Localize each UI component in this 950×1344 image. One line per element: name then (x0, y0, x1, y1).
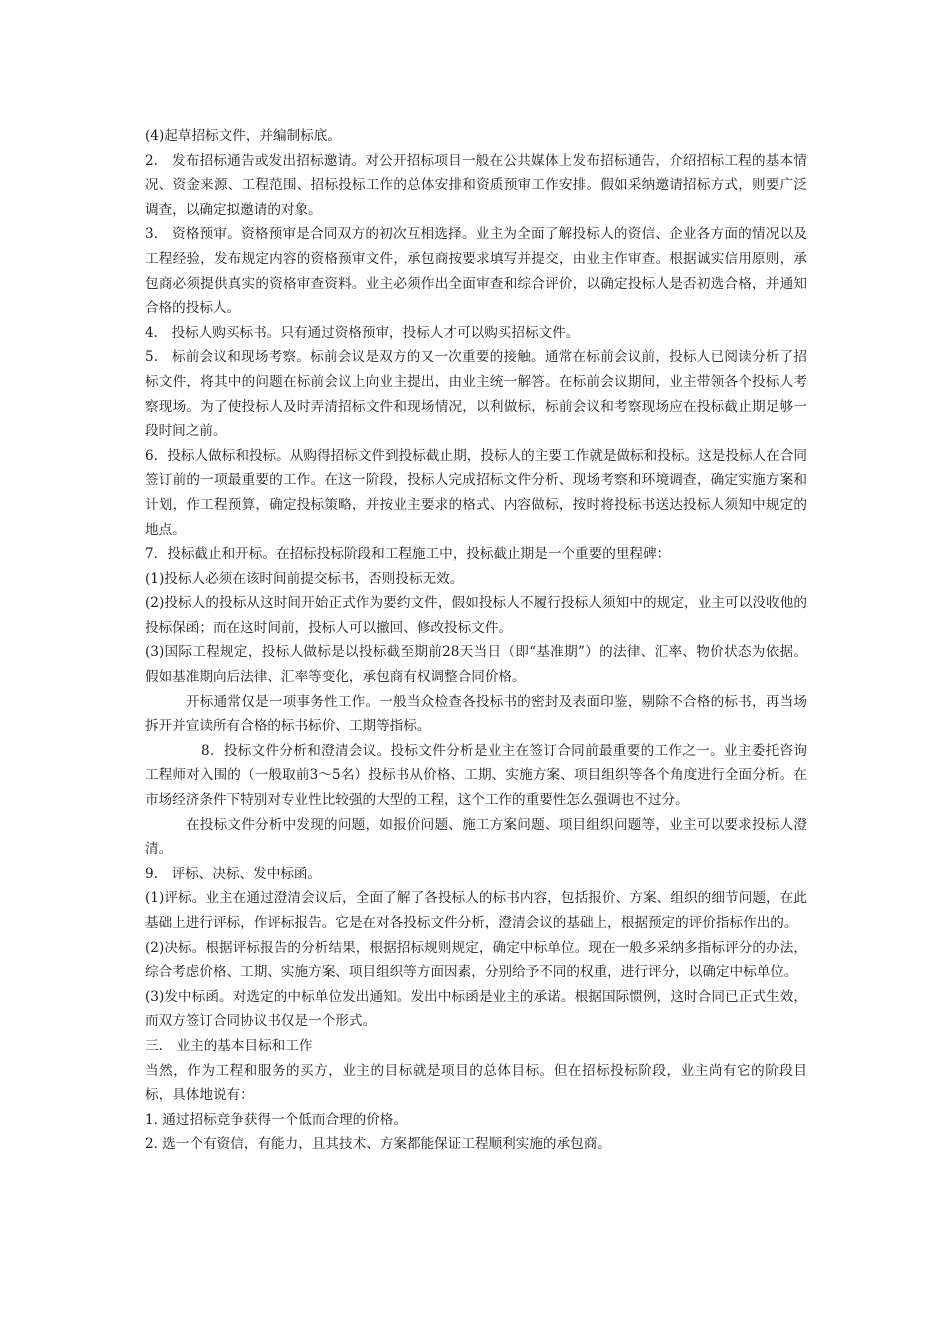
paragraph-draft-tender-docs: (4)起草招标文件，并编制标底。 (145, 128, 341, 144)
paragraph-step-9-item-3: (3)发中标函。对选定的中标单位发出通知。发出中标函是业主的承诺。根据国际惯例，这时合同已正式生效，而双方签订合同协议书仅是一个形式。 (145, 988, 807, 1030)
paragraph-goal-1: 1. 通过招标竞争获得一个低而合理的价格。 (145, 1111, 407, 1128)
paragraph-step-3-prequalification: 3. 资格预审。资格预审是合同双方的初次互相选择。业主为全面了解投标人的资信、企业各方面的情况以及工程经验，发布规定内容的资格预审文件，承包商按要求填写并提交，由业主作审查。根据诚实信用原则，承包商必须提供真实的资格审查资料。业主必须作出全面审查和综合评价，以确定投标人是否初选合格，并通知合格的投标人。 (145, 226, 807, 317)
paragraph-bid-opening: 开标通常仅是一项事务性工作。一般当众检查各投标书的密封及表面印鉴，剔除不合格的标书，再当场拆开并宣读所有合格的标书标价、工期等指标。 (145, 693, 807, 735)
paragraph-step-7-item-3: (3)国际工程规定，投标人做标是以投标截至期前28天当日（即“基准期”）的法律、汇率、物价状态为依据。假如基准期向后法律、汇率等变化，承包商有权调整合同价格。 (145, 644, 807, 686)
paragraph-step-6-bidding: 6．投标人做标和投标。从购得招标文件到投标截止期，投标人的主要工作就是做标和投标。这是投标人在合同签订前的一项最重要的工作。在这一阶段，投标人完成招标文件分析、现场考察和环境调查，确定实施方案和计划，作工程预算，确定投标策略，并按业主要求的格式、内容做标，按时将投标书送达投标人须知中规定的地点。 (145, 447, 807, 538)
document-body (145, 124, 807, 1157)
section-heading-owner-goals: 三. 业主的基本目标和工作 (145, 1037, 313, 1054)
paragraph-step-9-item-1: (1)评标。业主在通过澄清会议后，全面了解了各投标人的标书内容，包括报价、方案、组织的细节问题，在此基础上进行评标，作评标报告。它是在对各投标文件分析，澄清会议的基础上，根据预定的评价指标作出的。 (145, 890, 807, 931)
paragraph-step-9-evaluation: 9. 评标、决标、发中标函。 (145, 865, 322, 882)
paragraph-step-8-analysis: 8．投标文件分析和澄清会议。投标文件分析是业主在签订合同前最重要的工作之一。业主委托咨询工程师对入围的（一般取前3～5名）投标书从价格、工期、实施方案、项目组织等各个角度进行全面分析。在市场经济条件下特别对专业性比较强的大型的工程，这个工作的重要性怎么强调也不过分。 (145, 742, 807, 809)
paragraph-step-7-item-1: (1)投标人必须在该时间前提交标书，否则投标无效。 (145, 570, 464, 587)
paragraph-clarification: 在投标文件分析中发现的问题，如报价问题、施工方案问题、项目组织问题等，业主可以要求投标人澄清。 (145, 816, 807, 858)
paragraph-step-2-notice: 2. 发布招标通告或发出招标邀请。对公开招标项目一般在公共媒体上发布招标通告，介绍招标工程的基本情况、资金来源、工程范围、招标投标工作的总体安排和资质预审工作安排。假如采纳邀请招标方式，则要广泛调查，以确定拟邀请的对象。 (145, 152, 807, 218)
paragraph-step-7-deadline-opening: 7．投标截止和开标。在招标投标阶段和工程施工中，投标截止期是一个重要的里程碑： (145, 546, 671, 563)
paragraph-step-4-buy-docs: 4. 投标人购买标书。只有通过资格预审，投标人才可以购买招标文件。 (145, 324, 580, 341)
paragraph-step-9-item-2: (2)决标。根据评标报告的分析结果，根据招标规则规定，确定中标单位。现在一般多采纳多指标评分的办法，综合考虑价格、工期、实施方案、项目组织等方面因素，分别给予不同的权重，进行评分，以确定中标单位。 (145, 939, 807, 981)
paragraph-step-7-item-2: (2)投标人的投标从这时间开始正式作为要约文件，假如投标人不履行投标人须知中的规定，业主可以没收他的投标保函；而在这时间前，投标人可以撤回、修改投标文件。 (145, 595, 807, 636)
paragraph-step-5-prebid-meeting: 5. 标前会议和现场考察。标前会议是双方的又一次重要的接触。通常在标前会议前，投标人已阅读分析了招标文件，将其中的问题在标前会议上向业主提出，由业主统一解答。在标前会议期间，业主带领各个投标人考察现场。为了使投标人及时弄清招标文件和现场情况，以利做标，标前会议和考察现场应在投标截止期足够一段时间之前。 (145, 349, 807, 440)
paragraph-owner-goals-intro: 当然，作为工程和服务的买方，业主的目标就是项目的总体目标。但在招标投标阶段，业主尚有它的阶段目标，具体地说有： (145, 1062, 807, 1104)
paragraph-goal-2: 2. 选一个有资信，有能力，且其技术、方案都能保证工程顺利实施的承包商。 (145, 1136, 611, 1153)
